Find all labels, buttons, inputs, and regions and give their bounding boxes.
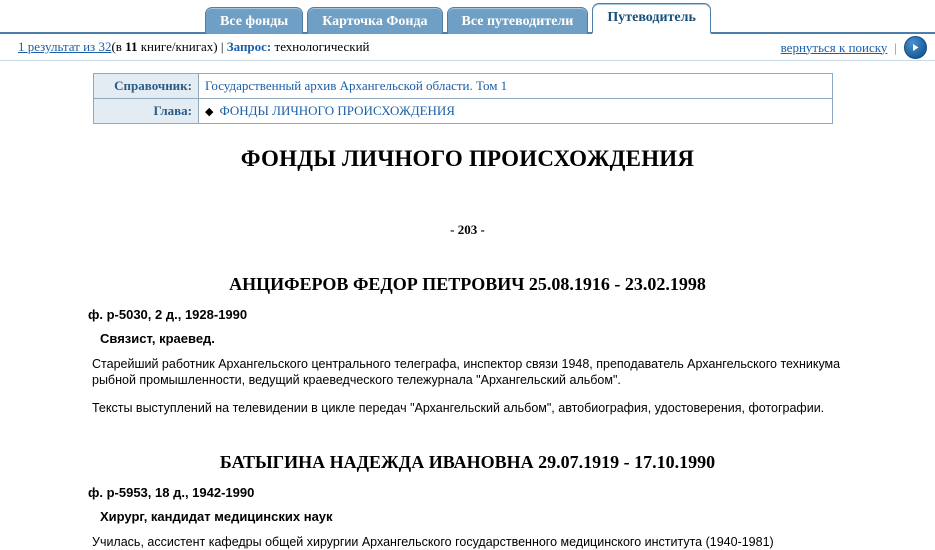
header-row-chapter	[94, 99, 833, 124]
book-text-close: книге/книгах)	[137, 39, 218, 54]
header-table-wrapper	[0, 61, 935, 124]
book-count: 11	[125, 39, 138, 54]
guide-header-table	[93, 73, 833, 124]
tab-bar	[0, 0, 935, 34]
tab-fund-card[interactable]: Карточка Фонда	[307, 7, 442, 34]
result-count-link[interactable]: 1 результат из 32	[18, 39, 112, 54]
tab-all-guides[interactable]: Все путеводители	[447, 7, 589, 34]
entry-role: Хирург, кандидат медицинских наук	[100, 509, 333, 524]
entry-anciferov	[0, 274, 935, 416]
entry-paragraph: Училась, ассистент кафедры общей хирургии Архангельского государственного медицинского института (1940-1981)	[92, 535, 774, 549]
reference-label: Справочник:	[94, 74, 199, 99]
tab-list	[205, 3, 711, 34]
tab-all-funds[interactable]: Все фонды	[205, 7, 303, 34]
summary-separator: |	[220, 39, 224, 54]
entry-fond-info: ф. р-5030, 2 д., 1928-1990	[88, 307, 248, 322]
entry-title: АНЦИФЕРОВ ФЕДОР ПЕТРОВИЧ 25.08.1916 - 23.02.1998	[229, 274, 706, 294]
entry-fond-info: ф. р-5953, 18 д., 1942-1990	[88, 485, 255, 500]
chapter-value[interactable]: ФОНДЫ ЛИЧНОГО ПРОИСХОЖДЕНИЯ	[219, 103, 455, 118]
query-value: технологический	[274, 39, 370, 54]
entry-batygina	[0, 452, 935, 550]
entry-title: БАТЫГИНА НАДЕЖДА ИВАНОВНА 29.07.1919 - 17.10.1990	[219, 452, 716, 472]
page-number: - 203 -	[450, 222, 485, 237]
diamond-bullet-icon: ◆	[205, 106, 214, 118]
entry-paragraph: Старейший работник Архангельского центрального телеграфа, инспектор связи 1948, преподаватель Архангельского техникума рыбной промышленности, ведущий краеведческого тележурнала "Архангельский альбом".	[92, 357, 841, 387]
document-body	[0, 124, 935, 550]
query-label: Запрос:	[226, 39, 272, 54]
header-row-reference	[94, 74, 833, 99]
entry-role: Связист, краевед.	[100, 331, 215, 346]
tab-guide[interactable]: Путеводитель	[592, 3, 711, 34]
action-divider: |	[894, 39, 897, 55]
chapter-label: Глава:	[94, 99, 199, 124]
info-bar	[0, 34, 935, 61]
search-result-summary	[18, 39, 370, 55]
arrow-right-icon[interactable]	[904, 36, 927, 59]
page-title: ФОНДЫ ЛИЧНОГО ПРОИСХОЖДЕНИЯ	[240, 146, 695, 171]
entry-paragraph: Тексты выступлений на телевидении в цикле передач "Архангельский альбом", автобиография, удостоверения, фотографии.	[92, 401, 825, 415]
back-to-search-link[interactable]: вернуться к поиску	[780, 39, 888, 55]
info-bar-actions	[781, 36, 927, 59]
book-text-open: (в	[111, 39, 126, 54]
reference-value[interactable]: Государственный архив Архангельской области. Том 1	[199, 74, 833, 99]
chapter-value-cell[interactable]	[199, 99, 833, 124]
